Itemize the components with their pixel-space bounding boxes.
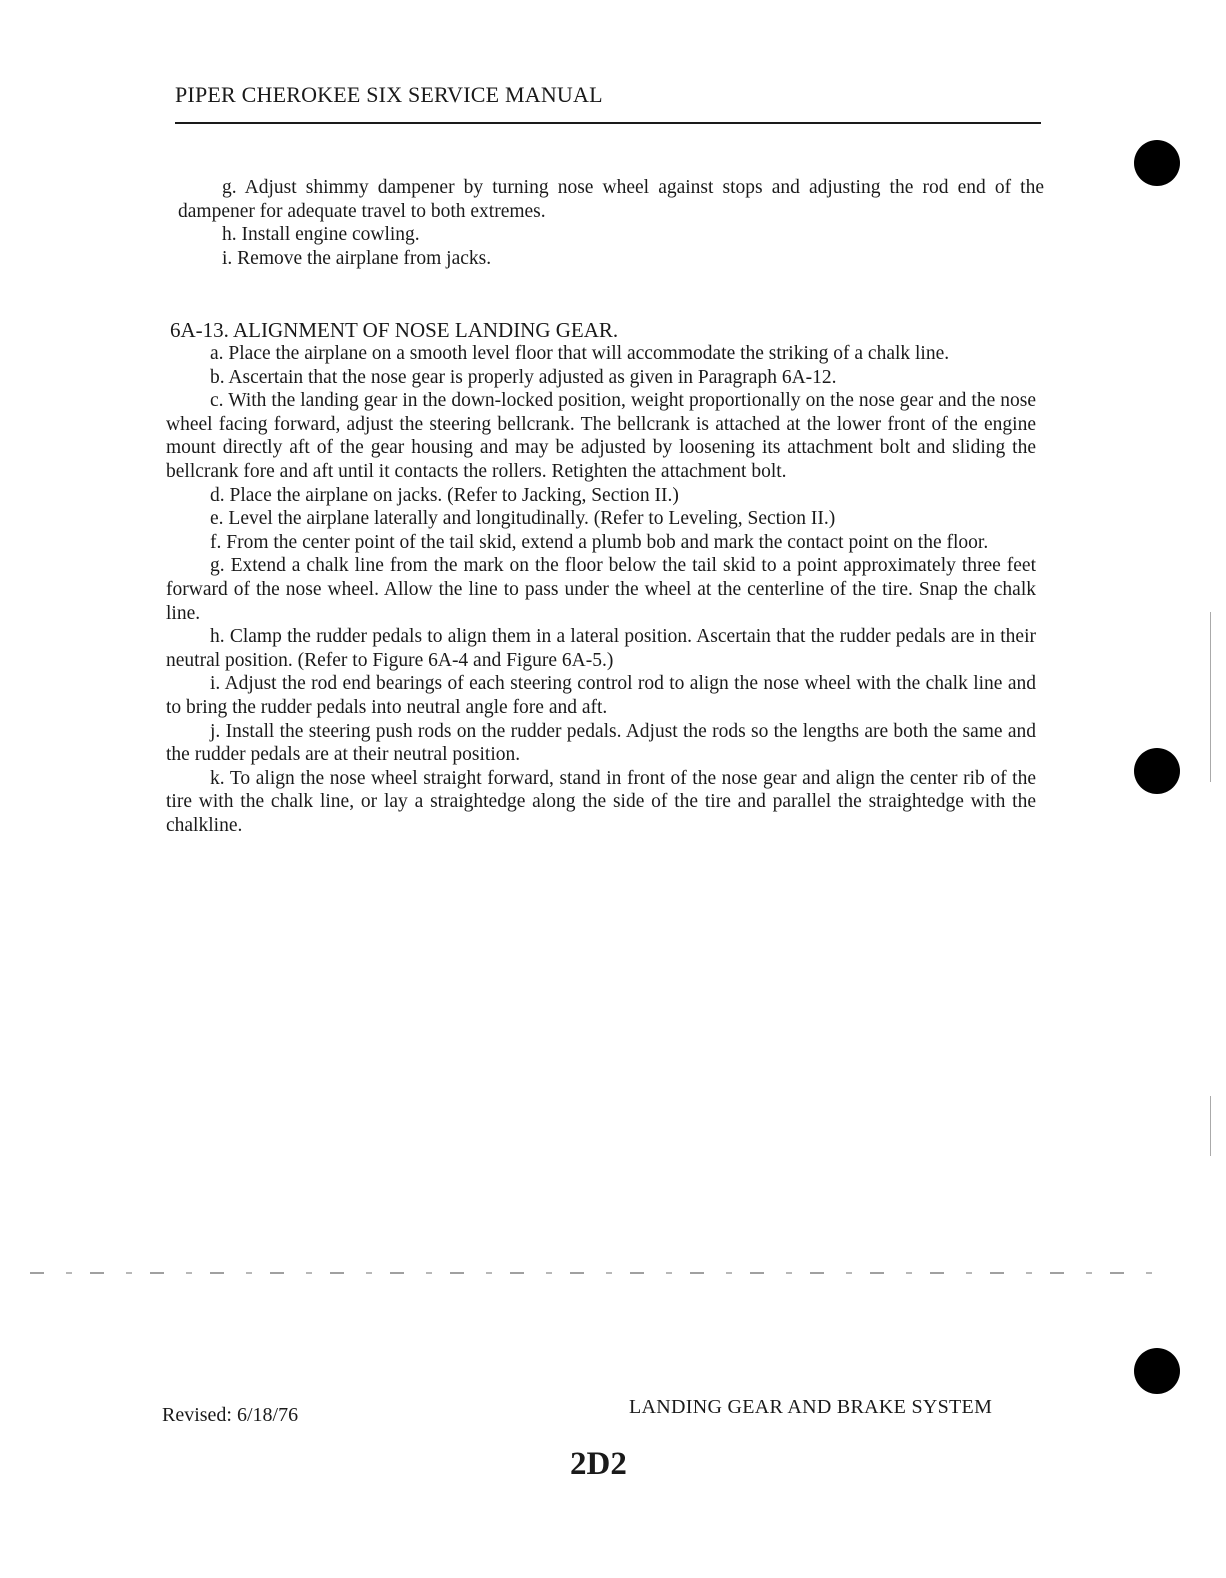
step-b: b. Ascertain that the nose gear is properly adjusted as given in Paragraph 6A-12. [210,366,837,388]
chapter-title: LANDING GEAR AND BRAKE SYSTEM [629,1396,993,1418]
step-k: k. To align the nose wheel straight forward, stand in front of the nose gear and align the center rib of the tire with the chalk line, or lay a straightedge along the side of the tire and parallel the straightedge with the chalkline. [166,767,1036,836]
scan-margin-mark [1210,612,1211,782]
step-e: e. Level the airplane laterally and longitudinally. (Refer to Leveling, Section II.) [210,508,836,530]
step-f: f. From the center point of the tail skid, extend a plumb bob and mark the contact point on the floor. [210,531,989,553]
step-i: i. Adjust the rod end bearings of each steering control rod to align the nose wheel with the chalk line and to bring the rudder pedals into neutral angle fore and aft. [166,673,1036,718]
step-h: h. Clamp the rudder pedals to align them in a lateral position. Ascertain that the rudder pedals are in their neutral position. (Refer to Figure 6A-4 and Figure 6A-5.) [166,626,1036,671]
revision-date: Revised: 6/18/76 [162,1404,299,1426]
step-a: a. Place the airplane on a smooth level floor that will accommodate the striking of a chalk line. [210,343,950,364]
binder-hole-top [1134,140,1180,186]
step-h: h. Install engine cowling. [222,224,420,246]
step-c: c. With the landing gear in the down-locked position, weight proportionally on the nose gear and the nose wheel facing forward, adjust the steering bellcrank. The bellcrank is attached at the lower front of the engine mount directly aft of the gear housing and may be adjusted by loosening its attachment bolt and sliding the bellcrank fore and aft until it contacts the rollers. Retighten the attachment bolt. [166,390,1036,482]
step-i: i. Remove the airplane from jacks. [222,247,492,269]
page-code: 2D2 [570,1446,627,1482]
binder-hole-bottom [1134,1348,1180,1394]
header-rule [175,122,1041,124]
step-j: j. Install the steering push rods on the rudder pedals. Adjust the rods so the lengths are both the same and the rudder pedals are at their neutral position. [166,720,1036,766]
alignment-steps [166,342,1036,837]
preceding-steps [178,176,1044,270]
step-d: d. Place the airplane on jacks. (Refer to Jacking, Section II.) [210,484,679,506]
step-g: g. Adjust shimmy dampener by turning nose wheel against stops and adjusting the rod end of the dampener for adequate travel to both extremes. [178,177,1044,222]
binder-hole-middle [1134,748,1180,794]
scan-margin-mark [1210,1096,1211,1156]
step-g: g. Extend a chalk line from the mark on the floor below the tail skid to a point approximately three feet forward of the nose wheel. Allow the line to pass under the wheel at the centerline of the tire. Snap the chalk line. [166,555,1036,624]
section-heading: 6A-13. ALIGNMENT OF NOSE LANDING GEAR. [170,318,619,342]
page-header-title: PIPER CHEROKEE SIX SERVICE MANUAL [175,82,603,107]
scan-artifact-line [30,1272,1160,1274]
